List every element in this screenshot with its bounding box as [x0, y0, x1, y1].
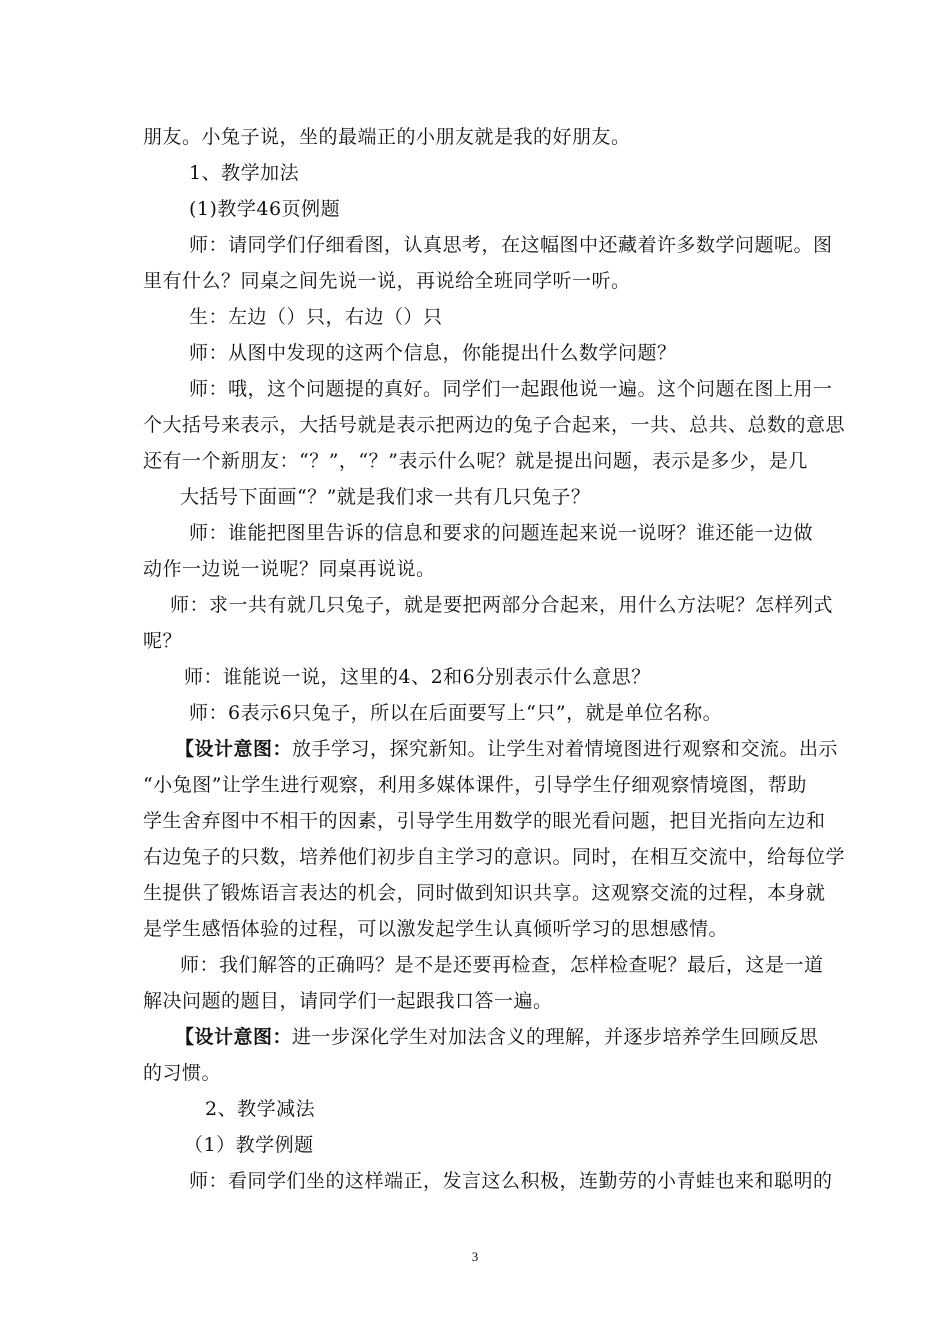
design-intent-label: 【设计意图：	[175, 1026, 293, 1048]
page-number: 3	[471, 1249, 479, 1264]
text-line: 还有一个新朋友：“？”，“？”表示什么呢？就是提出问题，表示是多少，是几	[143, 450, 808, 472]
text-line: 学生舍弃图中不相干的因素，引导学生用数学的眼光看问题，把目光指向左边和	[143, 810, 826, 832]
text-line: 解决问题的题目，请同学们一起跟我口答一遍。	[143, 990, 553, 1012]
subsection-heading: （1）教学例题	[184, 1134, 314, 1156]
design-intent-paragraph-1	[175, 736, 838, 762]
text-line: 师：从图中发现的这两个信息，你能提出什么数学问题？	[189, 342, 677, 364]
text-line: 大括号下面画“？”就是我们求一共有几只兔子？	[180, 486, 591, 508]
text-line: 生：左边（）只，右边（）只	[189, 306, 443, 328]
section-heading-addition: 1、教学加法	[189, 162, 300, 184]
section-heading-subtraction: 2、教学减法	[205, 1098, 316, 1120]
text-line: 师：我们解答的正确吗？是不是还要再检查，怎样检查呢？最后，这是一道	[180, 954, 824, 976]
text-line: 师：哦，这个问题提的真好。同学们一起跟他说一遍。这个问题在图上用一	[189, 378, 833, 400]
text-line: 生提供了锻炼语言表达的机会，同时做到知识共享。这观察交流的过程，本身就	[143, 882, 826, 904]
text-line: 师：谁能把图里告诉的信息和要求的问题连起来说一说呀？谁还能一边做	[189, 522, 814, 544]
text-line: 师：求一共有就几只兔子，就是要把两部分合起来，用什么方法呢？怎样列式	[170, 594, 834, 616]
text-line: 呢？	[143, 630, 183, 652]
text-line: 师：谁能说一说，这里的4、2和6分别表示什么意思？	[184, 666, 651, 688]
text-line: 是学生感悟体验的过程，可以激发起学生认真倾听学习的思想感情。	[143, 918, 729, 940]
text-line: 师：看同学们坐的这样端正，发言这么积极，连勤劳的小青蛙也来和聪明的	[189, 1170, 833, 1192]
text-line: 动作一边说一说呢？同桌再说说。	[143, 558, 436, 580]
text-line: 里有什么？同桌之间先说一说，再说给全班同学听一听。	[143, 270, 631, 292]
text-line: 朋友。小兔子说，坐的最端正的小朋友就是我的好朋友。	[143, 126, 631, 148]
subsection-heading: (1)教学46页例题	[189, 198, 341, 220]
text-line: 的习惯。	[143, 1062, 222, 1084]
design-intent-text: 进一步深化学生对加法含义的理解，并逐步培养学生回顾反思	[292, 1026, 819, 1048]
text-line: 师：6表示6只兔子，所以在后面要写上“只”，就是单位名称。	[189, 702, 723, 724]
text-line: 师：请同学们仔细看图，认真思考，在这幅图中还藏着许多数学问题呢。图	[189, 234, 833, 256]
text-line: 右边兔子的只数，培养他们初步自主学习的意识。同时，在相互交流中，给每位学	[143, 846, 846, 868]
design-intent-text: 放手学习，探究新知。让学生对着情境图进行观察和交流。出示	[292, 738, 839, 760]
design-intent-label: 【设计意图：	[175, 738, 293, 760]
text-line: “小兔图”让学生进行观察，利用多媒体课件，引导学生仔细观察情境图，帮助	[143, 774, 807, 796]
design-intent-paragraph-2	[175, 1024, 819, 1050]
text-line: 个大括号来表示，大括号就是表示把两边的兔子合起来，一共、总共、总数的意思	[143, 414, 846, 436]
